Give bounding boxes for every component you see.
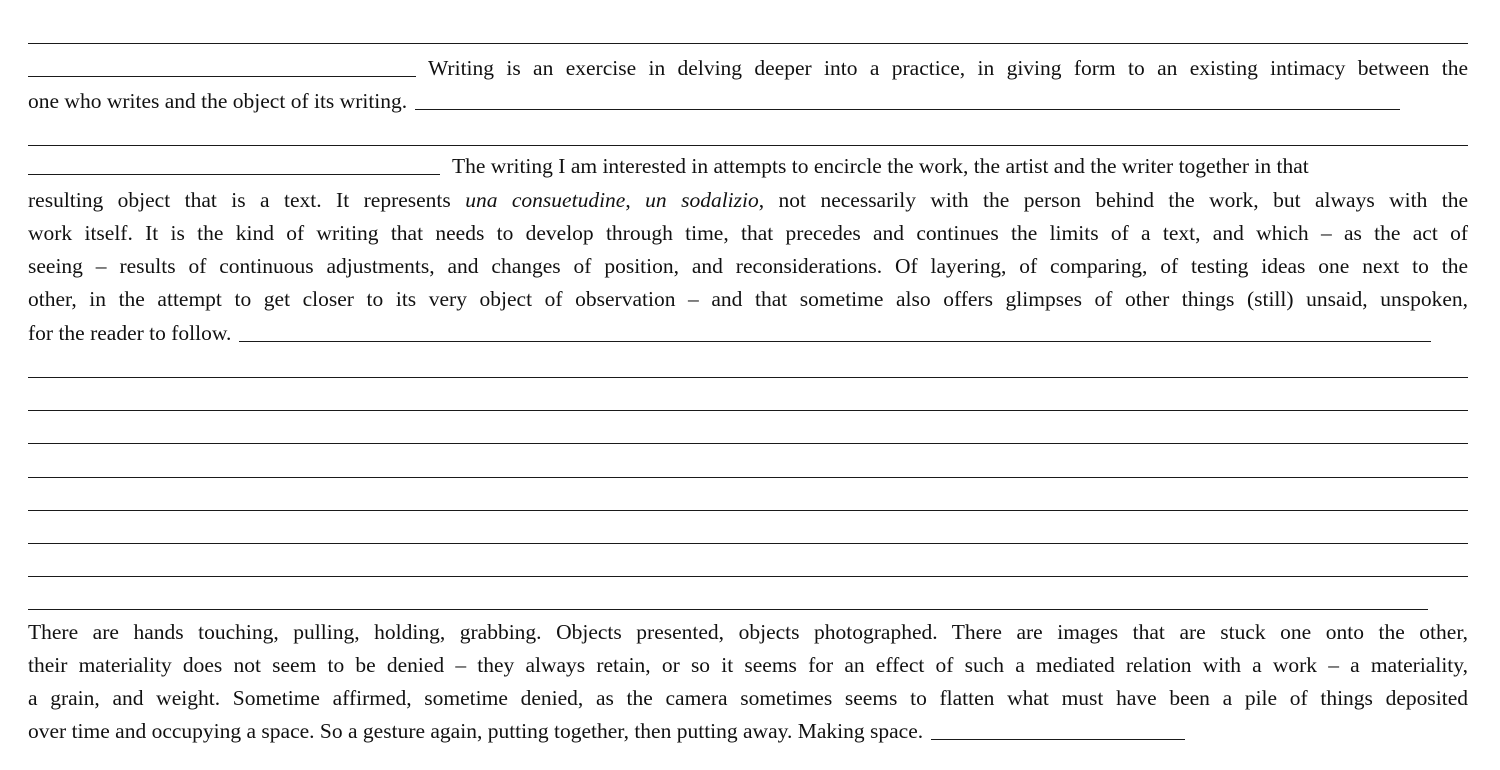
blank-rule (28, 543, 1468, 544)
blank-rule (28, 609, 1428, 610)
paragraph-2-line-3: work itself. It is the kind of writing that needs to develop through time, that precedes and continues the limits of a text, and which – as the act of (28, 221, 1468, 245)
blank-rule (28, 377, 1468, 378)
paragraph-1-text: Writing is an exercise in delving deeper into a practice, in giving form to an existing intimacy between the (428, 56, 1468, 80)
paragraph-2-line-2 (28, 187, 1468, 213)
blank-rule (28, 510, 1468, 511)
paragraph-3-line-4 (28, 718, 1468, 744)
paragraph-3-line-1: There are hands touching, pulling, holding, grabbing. Objects presented, objects photographed. There are images that are stuck one onto the other, (28, 620, 1468, 644)
blank-rule (28, 477, 1468, 478)
trailing-blank-rule (931, 739, 1185, 740)
paragraph-2-line-5: other, in the attempt to get closer to its very object of observation – and that sometime also offers glimpses of other things (still) unsaid, unspoken, (28, 287, 1468, 311)
paragraph-1-line-1 (28, 55, 1468, 81)
paragraph-2-line-1 (28, 153, 1468, 179)
document-page (28, 0, 1468, 770)
paragraph-2-text: resulting object that is a text. It represents (28, 188, 451, 212)
blank-rule (28, 145, 1468, 146)
leading-blank-rule (28, 76, 416, 77)
blank-rule (28, 576, 1468, 577)
paragraph-2-line-6 (28, 320, 1468, 346)
trailing-blank-rule (239, 341, 1431, 342)
paragraph-3-line-3: a grain, and weight. Sometime affirmed, sometime denied, as the camera sometimes seems to flatten what must have been a pile of things deposited (28, 686, 1468, 710)
blank-rule (28, 443, 1468, 444)
paragraph-2-line-4: seeing – results of continuous adjustments, and changes of position, and reconsiderations. Of layering, of comparing, of testing ideas one next to the (28, 254, 1468, 278)
paragraph-3-text: over time and occupying a space. So a gesture again, putting together, then putting away. Making space. (28, 719, 924, 743)
paragraph-1-line-2 (28, 88, 1468, 114)
paragraph-2-text: , (625, 188, 631, 212)
paragraph-2-text: , not necessarily with the person behind the work, but always with the (758, 188, 1469, 212)
italic-phrase: una consuetudine (465, 188, 626, 212)
leading-blank-rule (28, 174, 440, 175)
trailing-blank-rule (415, 109, 1400, 110)
blank-rule (28, 410, 1468, 411)
paragraph-1-text: one who writes and the object of its writing. (28, 89, 408, 113)
paragraph-2-text: The writing I am interested in attempts to encircle the work, the artist and the writer together in that (452, 154, 1309, 178)
paragraph-2-text: for the reader to follow. (28, 321, 232, 345)
paragraph-3-line-2: their materiality does not seem to be denied – they always retain, or so it seems for an effect of such a mediated relation with a work – a materiality, (28, 653, 1468, 677)
blank-rule (28, 43, 1468, 44)
italic-phrase: un sodalizio (645, 188, 759, 212)
